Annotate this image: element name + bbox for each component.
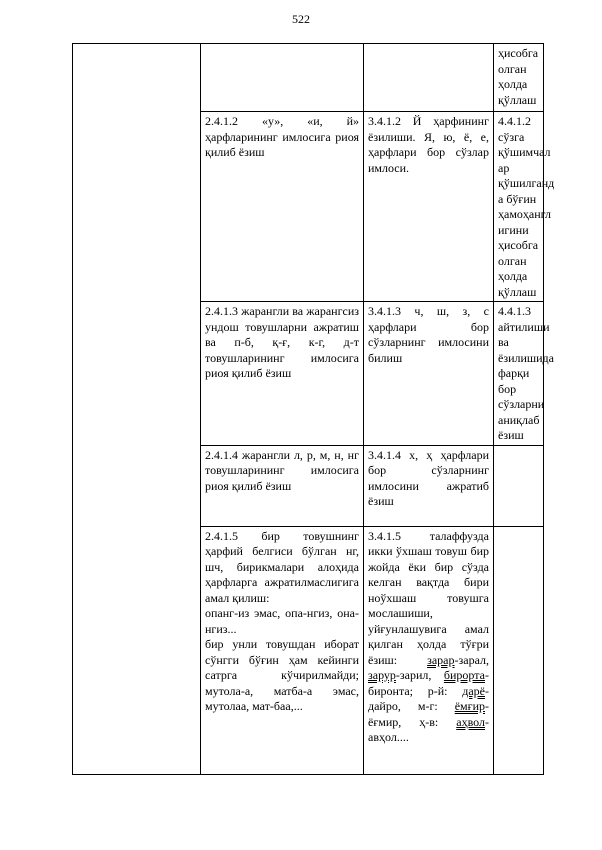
cell-text: 3.4.1.5 талаффузда икки ўхшаш товуш бир жойда ёки бир сўзда келган вақтда бири ноўхшаш товушга мослашиши, уйғунлашувига амал қилган ҳолда тўғри ёзиш: [368,528,489,667]
cell-line: ва [498,335,509,349]
cell-line: игини [498,222,529,237]
table-cell-col4 [494,112,555,302]
table-cell-col3 [364,44,494,112]
cell-line: айтилиши [498,319,550,334]
example-word: зарар [427,652,455,667]
cell-line: 4.4.1.2 [498,114,531,128]
page-number: 522 [292,12,310,26]
cell-text: -ёғмир, ҳ-в: [368,699,489,729]
example-word: ёмғир [454,699,485,713]
cell-line: қўллаш [498,284,537,299]
cell-line: қўшилганд [498,176,555,190]
table-cell-col2 [201,526,364,774]
example-word: дарё [462,683,485,698]
cell-line: ёзилишида [498,350,554,365]
cell-text: -биронта; р-й: [368,668,489,698]
cell-text: -дайро, м-г: [368,683,489,713]
cell-paragraph: 2.4.1.5 бир товушнинг ҳарфий белгиси бўлган нг, шч, бирикмалари алоҳида ҳарфларга ажратилмаслигига амал қилиш: [205,528,359,605]
table-cell-col1 [73,44,201,775]
cell-line: олган [498,253,527,268]
cell-line: а бўғин [498,191,537,206]
table-cell-col4 [494,302,554,446]
table-cell-col2: 2.4.1.3 жарангли ва жарангсиз ундош товушларни ажратиш ва п-б, қ-ғ, к-г, д-т товушларининг имлосига риоя қилиб ёзиш [201,302,364,446]
cell-paragraph: бир унли товушдан иборат сўнгги бўғин ҳам кейинги сатрга кўчирилмайди; мутола-а, матба-а эмас, мутолаа, мат-баа,... [205,637,359,713]
cell-line: сўзларни [498,397,545,411]
table-cell-col3 [364,526,494,774]
table-cell-col3: 3.4.1.4 х, ҳ ҳарфлари бор сўзларнинг имлосини ажратиб ёзиш [364,445,494,526]
curriculum-table [72,43,555,775]
table-cell-col4 [494,526,544,774]
cell-line: қўшимчал [498,145,551,159]
cell-text: -зарил, [395,668,444,682]
cell-line: аниқлаб [498,412,540,427]
cell-text: -зарал, [454,652,489,667]
cell-line: ҳисобга [498,238,539,252]
cell-line: ҳисобга [498,46,539,60]
cell-line: қўллаш [498,92,537,107]
example-word: зарур [368,668,396,682]
cell-line: сўзга [498,129,525,144]
cell-line: олган [498,61,527,76]
cell-line: ҳолда [498,269,528,283]
table-cell-col4 [494,44,544,112]
cell-line: ар [498,160,510,175]
table-cell-col3: 3.4.1.3 ч, ш, з, с ҳарфлари бор сўзларнинг имлосини билиш [364,302,494,446]
cell-line: 4.4.1.3 [498,304,531,318]
table-cell-col2: 2.4.1.2 «у», «и, й» ҳарфларининг имлосига риоя қилиб ёзиш [201,112,364,302]
cell-line: ҳамоҳангл [498,207,551,221]
table-row [73,44,544,112]
cell-line: фарқи бор [498,366,530,396]
table-cell-col3: 3.4.1.2 Й ҳарфининг ёзилиши. Я, ю, ё, е, ҳарфлари бор сўзлар имлоси. [364,112,494,302]
cell-line: ҳолда [498,77,528,91]
cell-line: ёзиш [498,428,524,442]
table-cell-col2 [201,44,364,112]
example-word: аҳвол [456,714,485,729]
cell-paragraph: опанг-из эмас, опа-нгиз, она-нгиз... [205,606,359,636]
table-cell-col4 [494,445,544,526]
example-word: бирорта [443,668,485,682]
table-cell-col2: 2.4.1.4 жарангли л, р, м, н, нг товушларининг имлосига риоя қилиб ёзиш [201,445,364,526]
cell-text: -авҳол.... [368,714,489,744]
